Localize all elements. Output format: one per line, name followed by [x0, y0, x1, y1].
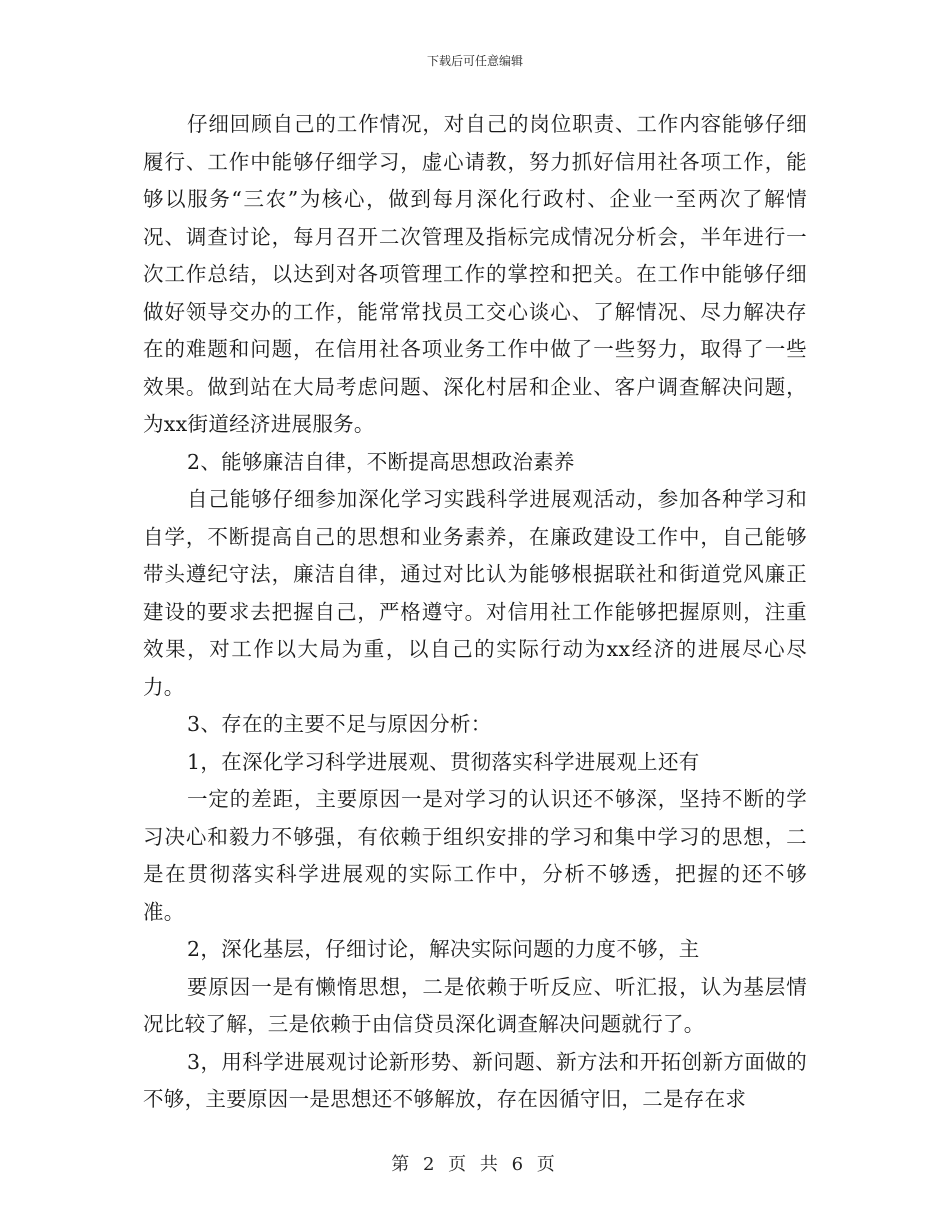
section-heading-integrity: 2、能够廉洁自律，不断提高思想政治素养 — [187, 449, 575, 474]
paragraph-work-review: 仔细回顾自己的工作情况，对自己的岗位职责、工作内容能够仔细履行、工作中能够仔细学习，虚心请教，努力抓好信用社各项工作，能够以服务“三农”为核心，做到每月深化行政村、企业一至两次了解情况、调查讨论，每月召开二次管理及指标完成情况分析会，半年进行一次工作总结，以达到对各项管理工作的掌控和把关。在工作中能够仔细做好领导交办的工作，能常常找员工交心谈心、了解情况、尽力解决存在的难题和问题，在信用社各项业务工作中做了一些努力，取得了一些效果。做到站在大局考虑问题、深化村居和企业、客户调查解决问题，为xx街道经济进展服务。 — [143, 112, 807, 436]
document-body — [143, 106, 807, 1119]
page-number-footer: 第 2 页 共 6 页 — [391, 1154, 559, 1175]
list-item-2-heading: 2，深化基层，仔细讨论，解决实际问题的力度不够，主 — [187, 937, 700, 961]
paragraph-integrity: 自己能够仔细参加深化学习实践科学进展观活动，参加各种学习和自学，不断提高自己的思想和业务素养，在廉政建设工作中，自己能够带头遵纪守法，廉洁自律，通过对比认为能够根据联社和街道党风廉正建设的要求去把握自己，严格遵守。对信用社工作能够把握原则，注重效果，对工作以大局为重，以自己的实际行动为xx经济的进展尽心尽力。 — [143, 487, 807, 699]
list-item-2-body: 要原因一是有懒惰思想，二是依赖于听反应、听汇报，认为基层情况比较了解，三是依赖于由信贷员深化调查解决问题就行了。 — [143, 974, 807, 1036]
list-item-1-body: 一定的差距，主要原因一是对学习的认识还不够深，坚持不断的学习决心和毅力不够强，有依赖于组织安排的学习和集中学习的思想，二是在贯彻落实科学进展观的实际工作中，分析不够透，把握的还不够准。 — [143, 787, 807, 924]
section-heading-shortcomings: 3、存在的主要不足与原因分析： — [187, 712, 492, 736]
page-header: 下载后可任意编辑 — [426, 54, 523, 68]
list-item-3: 3，用科学进展观讨论新形势、新问题、新方法和开拓创新方面做的不够，主要原因一是思想还不够解放，存在因循守旧，二是存在求 — [143, 1049, 807, 1111]
list-item-1-heading: 1，在深化学习科学进展观、贯彻落实科学进展观上还有 — [187, 749, 700, 774]
